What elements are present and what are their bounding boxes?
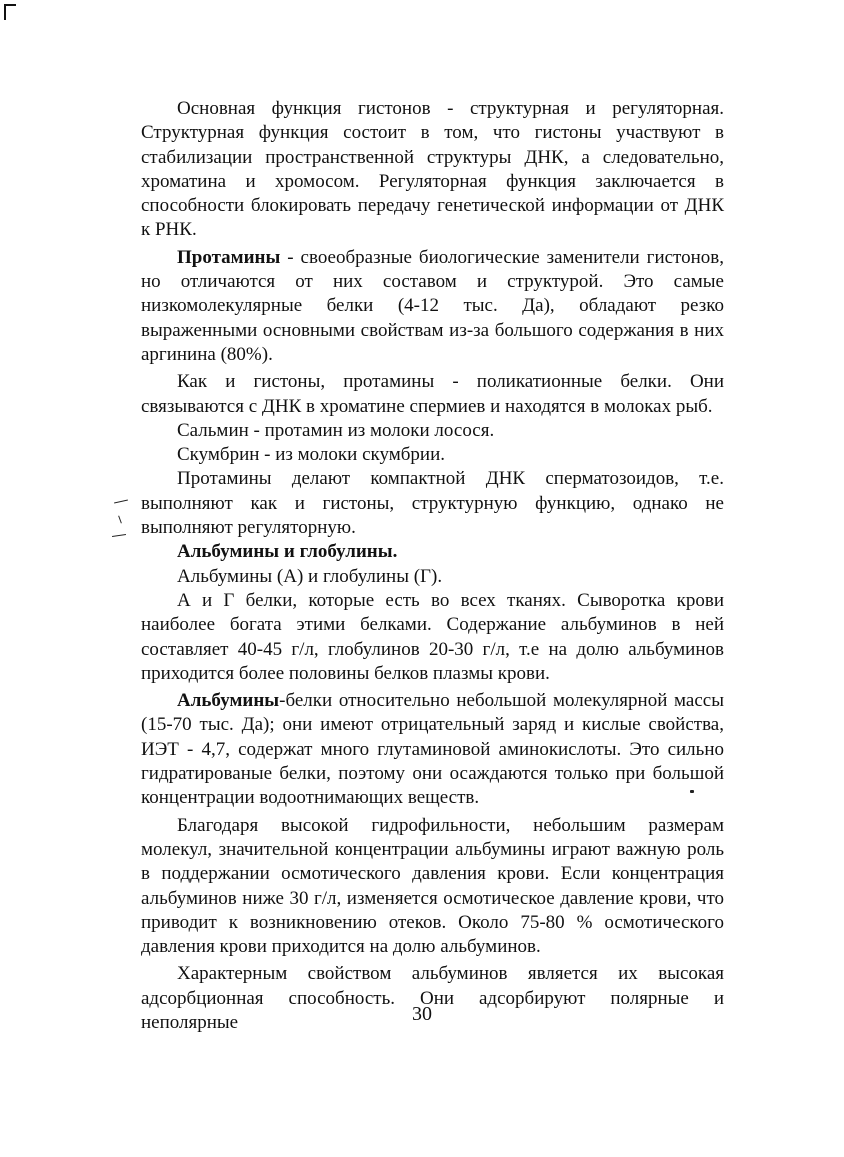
margin-pencil-marks (110, 497, 130, 547)
scan-corner-mark (4, 4, 16, 20)
term-protamines: Протамины (177, 246, 281, 268)
scan-speck (690, 790, 694, 793)
section-heading-albumins-globulins: Альбумины и глобулины. (177, 541, 398, 563)
paragraph-albumins-properties: Альбумины-белки относительно небольшой молекулярной массы (15-70 тыс. Да); они имеют отрицательный заряд и кислые свойства, ИЭТ - 4,7, содержат много глутаминовой аминокислоты. Это сильно гидратированые белки, поэтому они осаждаются только при большой концентрации водоотнимающих веществ. (141, 690, 724, 809)
paragraph-osmotic-pressure: Благодаря высокой гидрофильности, небольшим размерам молекул, значительной концентрации альбумины играют важную роль в поддержании осмотического давления крови. Если концентрация альбуминов ниже 30 г/л, изменяется осмотическое давление крови, что приводит к возникновению отеков. Около 75-80 % осмотического давления крови приходится на долю альбуминов. (141, 814, 724, 958)
paragraph-scombrin: Скумбрин - из молоки скумбрии. (177, 444, 445, 466)
paragraph-protamines: Протамины - своеобразные биологические заменители гистонов, но отличаются от них составом и структурой. Это самые низкомолекулярные белки (4-12 тыс. Да), обладают резко выраженными основными свойствам из-за большого содержания в них аргинина (80%). (141, 246, 724, 365)
paragraph-compact-dna: Протамины делают компактной ДНК сперматозоидов, т.е. выполняют как и гистоны, структурную функцию, однако не выполняют регуляторную. (141, 468, 724, 539)
paragraph-blood-serum: А и Г белки, которые есть во всех тканях. Сыворотка крови наиболее богата этими белками. Содержание альбуминов в ней составляет 40-45 г/л, глобулинов 20-30 г/л, т.е на долю альбуминов приходится более половины белков плазмы крови. (141, 589, 724, 684)
paragraph-adsorption: Характерным свойством альбуминов является их высокая адсорбционная способность. Они адсорбируют полярные и неполярные (141, 963, 724, 1033)
term-albumins: Альбумины (177, 690, 280, 712)
page-number: 30 (412, 1003, 432, 1025)
body-text (141, 97, 724, 1038)
paragraph-salmin: Сальмин - протамин из молоки лосося. (177, 419, 495, 441)
paragraph-histone-function: Основная функция гистонов - структурная и регуляторная. Структурная функция состоит в том, что гистоны участвуют в стабилизации пространственной структуры ДНК, а следовательно, хроматина и хромосом. Регуляторная функция заключается в способности блокировать передачу генетической информации от ДНК к РНК. (141, 98, 724, 241)
paragraph-a-and-g: Альбумины (А) и глобулины (Г). (177, 565, 443, 587)
paragraph-polycationic: Как и гистоны, протамины - поликатионные белки. Они связываются с ДНК в хроматине спермиев и находятся в молоках рыб. (141, 371, 724, 417)
